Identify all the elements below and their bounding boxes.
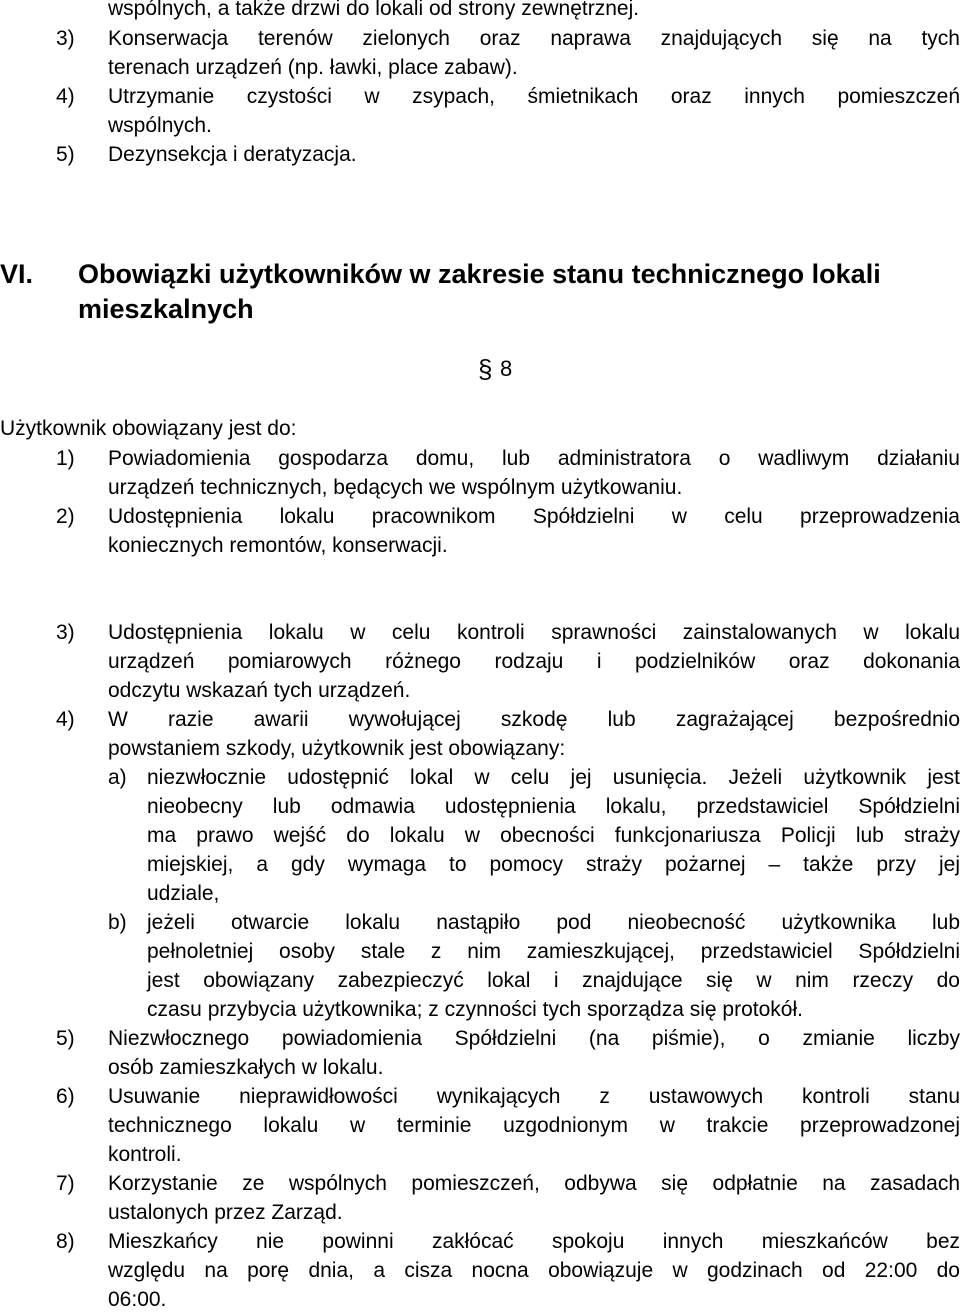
text-line: wspólnych, a także drzwi do lokali od strony zewnętrznej. xyxy=(108,0,640,20)
text-line: Usuwanie nieprawidłowości wynikających z ustawowych kontroli stanu xyxy=(108,1085,960,1108)
chapter-title: mieszkalnych xyxy=(78,294,254,324)
list-number: 7) xyxy=(56,1172,75,1195)
text-line: technicznego lokalu w terminie uzgodnionym w trakcie przeprowadzonej xyxy=(108,1114,960,1137)
text-line: wspólnych. xyxy=(108,114,212,137)
sublist-letter: b) xyxy=(108,911,127,934)
list-number: 8) xyxy=(56,1230,75,1253)
text-line: ma prawo wejść do lokalu w obecności funkcjonariusza Policji lub straży xyxy=(147,824,960,847)
text-line: niezwłocznie udostępnić lokal w celu jej usunięcia. Jeżeli użytkownik jest xyxy=(147,766,960,789)
text-line: urządzeń technicznych, będących we wspólnym użytkowaniu. xyxy=(108,476,683,499)
list-number: 2) xyxy=(56,505,75,528)
section-sign: § xyxy=(478,354,493,384)
text-line: nieobecny lub odmawia udostępnienia lokalu, przedstawiciel Spółdzielni xyxy=(147,795,960,818)
text-line: Korzystanie ze wspólnych pomieszczeń, odbywa się odpłatnie na zasadach xyxy=(108,1172,960,1195)
intro-text: Użytkownik obowiązany jest do: xyxy=(0,417,297,440)
text-line: Powiadomienia gospodarza domu, lub administratora o wadliwym działaniu xyxy=(108,447,960,470)
text-line: Niezwłocznego powiadomienia Spółdzielni (na piśmie), o zmianie liczby xyxy=(108,1027,960,1050)
text-line: koniecznych remontów, konserwacji. xyxy=(108,534,448,557)
text-line: terenach urządzeń (np. ławki, place zabaw). xyxy=(108,56,518,79)
sublist-letter: a) xyxy=(108,766,127,789)
text-line: odczytu wskazań tych urządzeń. xyxy=(108,679,411,702)
text-line: powstaniem szkody, użytkownik jest obowiązany: xyxy=(108,737,566,760)
text-line: Mieszkańcy nie powinni zakłócać spokoju innych mieszkańców bez xyxy=(108,1230,960,1253)
list-number: 3) xyxy=(56,621,75,644)
text-line: Udostępnienia lokalu w celu kontroli sprawności zainstalowanych w lokalu xyxy=(108,621,960,644)
text-line: 06:00. xyxy=(108,1288,167,1311)
list-number: 3) xyxy=(56,27,75,50)
text-line: Dezynsekcja i deratyzacja. xyxy=(108,143,357,166)
text-line: kontroli. xyxy=(108,1143,182,1166)
text-line: Konserwacja terenów zielonych oraz naprawa znajdujących się na tych xyxy=(108,27,960,50)
text-line: ustalonych przez Zarząd. xyxy=(108,1201,343,1224)
list-number: 1) xyxy=(56,447,75,470)
text-line: względu na porę dnia, a cisza nocna obowiązuje w godzinach od 22:00 do xyxy=(108,1259,960,1282)
text-line: W razie awarii wywołującej szkodę lub zagrażającej bezpośrednio xyxy=(108,708,960,731)
text-line: osób zamieszkałych w lokalu. xyxy=(108,1056,384,1079)
chapter-number: VI. xyxy=(0,259,34,289)
text-line: jeżeli otwarcie lokalu nastąpiło pod nieobecność użytkownika lub xyxy=(147,911,960,934)
text-line: udziale, xyxy=(147,882,220,905)
list-number: 4) xyxy=(56,85,75,108)
text-line: jest obowiązany zabezpieczyć lokal i znajdujące się w nim rzeczy do xyxy=(147,969,960,992)
text-line: urządzeń pomiarowych różnego rodzaju i podzielników oraz dokonania xyxy=(108,650,960,673)
list-number: 5) xyxy=(56,1027,75,1050)
list-number: 4) xyxy=(56,708,75,731)
list-number: 5) xyxy=(56,143,75,166)
chapter-title: Obowiązki użytkowników w zakresie stanu technicznego lokali xyxy=(78,259,881,289)
list-number: 6) xyxy=(56,1085,75,1108)
text-line: Udostępnienia lokalu pracownikom Spółdzielni w celu przeprowadzenia xyxy=(108,505,960,528)
text-line: pełnoletniej osoby stale z nim zamieszkującej, przedstawiciel Spółdzielni xyxy=(147,940,960,963)
text-line: miejskiej, a gdy wymaga to pomocy straży pożarnej – także przy jej xyxy=(147,853,960,876)
section-number: 8 xyxy=(500,356,513,381)
text-line: Utrzymanie czystości w zsypach, śmietnikach oraz innych pomieszczeń xyxy=(108,85,960,108)
text-line: czasu przybycia użytkownika; z czynności tych sporządza się protokół. xyxy=(147,998,803,1021)
